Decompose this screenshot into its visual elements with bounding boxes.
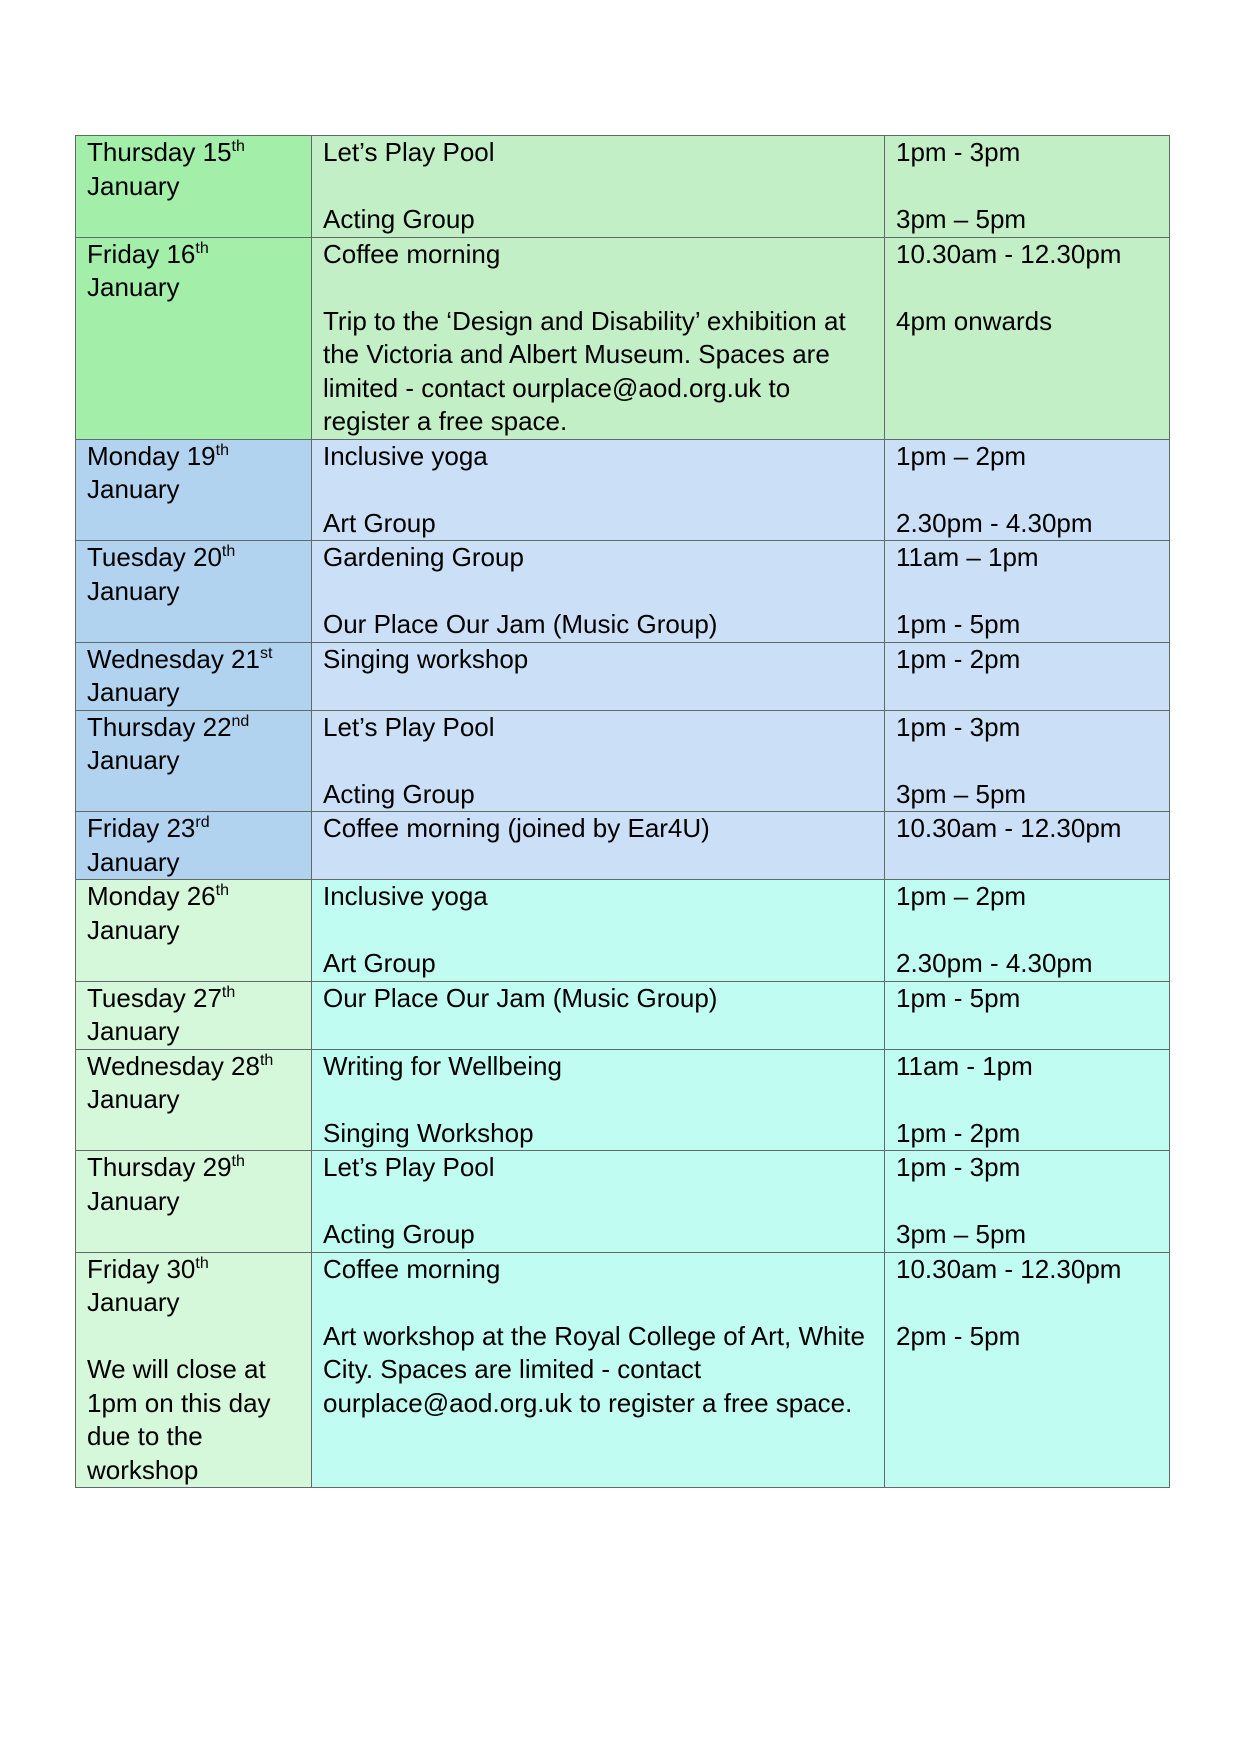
time-item: 1pm - 5pm: [896, 982, 1021, 1013]
month-label: January: [87, 575, 180, 606]
activity-item: Writing for Wellbeing: [323, 1050, 562, 1081]
closing-note-wrap: [87, 1320, 301, 1488]
spacer: [87, 1320, 301, 1354]
activities-cell: [312, 981, 885, 1049]
time-item: 2.30pm - 4.30pm: [896, 507, 1093, 538]
date-suffix: rd: [195, 814, 210, 831]
day-label: Tuesday 27: [87, 982, 222, 1013]
date-cell: [76, 541, 312, 643]
date-cell: [76, 642, 312, 710]
schedule-row: [76, 541, 1170, 643]
time-item: 11am – 1pm: [896, 542, 1039, 572]
times-cell: [885, 1252, 1170, 1488]
activity-item: Art workshop at the Royal College of Art, White City. Spaces are limited - contact ourplace@aod.org.uk to register a free space.: [323, 1320, 873, 1418]
date-line: [87, 643, 301, 677]
time-item: 1pm - 3pm: [896, 1152, 1021, 1182]
time-item: 2pm - 5pm: [896, 1320, 1021, 1351]
month-label: January: [87, 914, 180, 945]
month-label: January: [87, 1185, 180, 1216]
date-suffix: th: [195, 239, 209, 257]
activity-item: Singing workshop: [323, 643, 529, 674]
time-item: 1pm - 3pm: [896, 711, 1021, 742]
day-label: Tuesday 20: [87, 542, 222, 572]
activities-cell: [312, 1151, 885, 1253]
date-cell: [76, 1049, 312, 1151]
day-label: Monday 19: [87, 440, 216, 471]
day-label: Monday 26: [87, 881, 216, 911]
spacer: [896, 271, 1159, 305]
times-cell: [885, 981, 1170, 1049]
date-cell: [76, 136, 312, 238]
time-item: 1pm - 2pm: [896, 643, 1021, 674]
date-cell: [76, 812, 312, 880]
date-suffix: nd: [231, 712, 250, 730]
time-item: 3pm – 5pm: [896, 778, 1027, 809]
times-cell: [885, 541, 1170, 643]
activity-item: Acting Group: [323, 204, 475, 234]
month-label: January: [87, 1287, 180, 1317]
activity-item: Gardening Group: [323, 542, 524, 572]
date-suffix: th: [195, 1254, 209, 1272]
activity-item: Coffee morning: [323, 1253, 501, 1284]
date-line: [87, 1050, 301, 1084]
spacer: [896, 1286, 1159, 1320]
times-cell: [885, 812, 1170, 880]
date-line: [87, 440, 301, 474]
schedule-row: [76, 880, 1170, 982]
activity-item: Acting Group: [323, 778, 475, 809]
date-suffix: st: [259, 644, 273, 662]
times-cell: [885, 237, 1170, 439]
time-item: 10.30am - 12.30pm: [896, 238, 1122, 269]
date-line: [87, 1151, 301, 1185]
time-item: 3pm – 5pm: [896, 1219, 1027, 1249]
schedule-row: [76, 1151, 1170, 1253]
activities-cell: [312, 237, 885, 439]
date-cell: [76, 237, 312, 439]
spacer: [323, 473, 874, 507]
spacer: [896, 473, 1159, 507]
month-label: January: [87, 1084, 180, 1114]
times-cell: [885, 710, 1170, 812]
date-line: [87, 1253, 301, 1287]
time-item: 1pm - 5pm: [896, 609, 1021, 639]
date-cell: [76, 1151, 312, 1253]
time-item: 10.30am - 12.30pm: [896, 813, 1122, 843]
spacer: [896, 914, 1159, 948]
day-label: Thursday 15: [87, 137, 232, 167]
schedule-row: [76, 710, 1170, 812]
schedule-row: [76, 1049, 1170, 1151]
spacer: [323, 744, 874, 778]
times-cell: [885, 642, 1170, 710]
activities-cell: [312, 1049, 885, 1151]
schedule-row: [76, 439, 1170, 541]
spacer: [323, 170, 874, 204]
time-item: 1pm – 2pm: [896, 440, 1027, 471]
times-cell: [885, 880, 1170, 982]
date-cell: [76, 439, 312, 541]
activity-item: Inclusive yoga: [323, 440, 488, 471]
date-cell: [76, 1252, 312, 1488]
date-line: [87, 711, 301, 745]
date-line: [87, 238, 301, 272]
spacer: [323, 1286, 874, 1320]
activity-item: Our Place Our Jam (Music Group): [323, 982, 718, 1013]
times-cell: [885, 136, 1170, 238]
activities-cell: [312, 812, 885, 880]
date-line: [87, 136, 301, 170]
date-suffix: th: [215, 882, 229, 899]
schedule-row: [76, 642, 1170, 710]
day-label: Thursday 22: [87, 711, 232, 742]
spacer: [323, 575, 874, 609]
date-suffix: th: [231, 1153, 245, 1170]
schedule-row: [76, 1252, 1170, 1488]
month-label: January: [87, 272, 180, 302]
time-item: 4pm onwards: [896, 305, 1053, 336]
time-item: 11am - 1pm: [896, 1050, 1033, 1081]
date-line: [87, 982, 301, 1016]
date-cell: [76, 710, 312, 812]
spacer: [323, 1083, 874, 1117]
schedule-row: [76, 136, 1170, 238]
spacer: [896, 1083, 1159, 1117]
time-item: 10.30am - 12.30pm: [896, 1253, 1122, 1284]
activity-item: Coffee morning: [323, 238, 501, 269]
schedule-row: [76, 812, 1170, 880]
activity-item: Art Group: [323, 948, 436, 978]
time-item: 2.30pm - 4.30pm: [896, 948, 1093, 978]
schedule-body: [76, 136, 1170, 1488]
activity-item: Let’s Play Pool: [323, 711, 495, 742]
spacer: [896, 170, 1159, 204]
time-item: 3pm – 5pm: [896, 204, 1027, 234]
activities-cell: [312, 710, 885, 812]
spacer: [896, 575, 1159, 609]
activities-cell: [312, 1252, 885, 1488]
date-suffix: th: [221, 543, 236, 560]
day-label: Wednesday 21: [87, 643, 260, 674]
spacer: [323, 271, 874, 305]
activity-item: Our Place Our Jam (Music Group): [323, 609, 718, 639]
date-line: [87, 812, 301, 846]
times-cell: [885, 1049, 1170, 1151]
time-item: 1pm - 2pm: [896, 1117, 1021, 1148]
date-cell: [76, 981, 312, 1049]
month-label: January: [87, 170, 180, 201]
activity-item: Let’s Play Pool: [323, 1152, 495, 1182]
date-suffix: th: [221, 983, 236, 1001]
day-label: Friday 23: [87, 813, 196, 843]
activity-item: Acting Group: [323, 1219, 475, 1249]
date-suffix: th: [259, 1051, 274, 1069]
activities-cell: [312, 136, 885, 238]
times-cell: [885, 1151, 1170, 1253]
month-label: January: [87, 1016, 180, 1046]
activities-cell: [312, 541, 885, 643]
schedule-row: [76, 237, 1170, 439]
spacer: [323, 914, 874, 948]
day-label: Friday 16: [87, 238, 196, 269]
activity-item: Coffee morning (joined by Ear4U): [323, 813, 710, 843]
month-label: January: [87, 846, 180, 877]
spacer: [323, 1185, 874, 1219]
schedule-row: [76, 981, 1170, 1049]
date-suffix: th: [215, 441, 229, 459]
activity-item: Trip to the ‘Design and Disability’ exhibition at the Victoria and Albert Museum. Spaces are limited - contact ourplace@aod.org.uk to register a free space.: [323, 305, 853, 436]
day-label: Wednesday 28: [87, 1050, 260, 1081]
activities-cell: [312, 439, 885, 541]
times-cell: [885, 439, 1170, 541]
schedule-table: [75, 135, 1170, 1488]
activity-item: Inclusive yoga: [323, 881, 488, 911]
time-item: 1pm - 3pm: [896, 137, 1021, 167]
activity-item: Singing Workshop: [323, 1117, 534, 1148]
closing-note: We will close at 1pm on this day due to the workshop: [87, 1354, 278, 1485]
month-label: January: [87, 677, 180, 707]
date-line: [87, 541, 301, 575]
spacer: [896, 1185, 1159, 1219]
month-label: January: [87, 474, 180, 504]
time-item: 1pm – 2pm: [896, 881, 1027, 911]
date-suffix: th: [231, 138, 245, 155]
activities-cell: [312, 880, 885, 982]
day-label: Thursday 29: [87, 1152, 232, 1182]
activity-item: Art Group: [323, 507, 436, 538]
month-label: January: [87, 745, 180, 775]
day-label: Friday 30: [87, 1253, 196, 1284]
date-line: [87, 880, 301, 914]
activities-cell: [312, 642, 885, 710]
spacer: [896, 744, 1159, 778]
date-cell: [76, 880, 312, 982]
activity-item: Let’s Play Pool: [323, 137, 495, 167]
